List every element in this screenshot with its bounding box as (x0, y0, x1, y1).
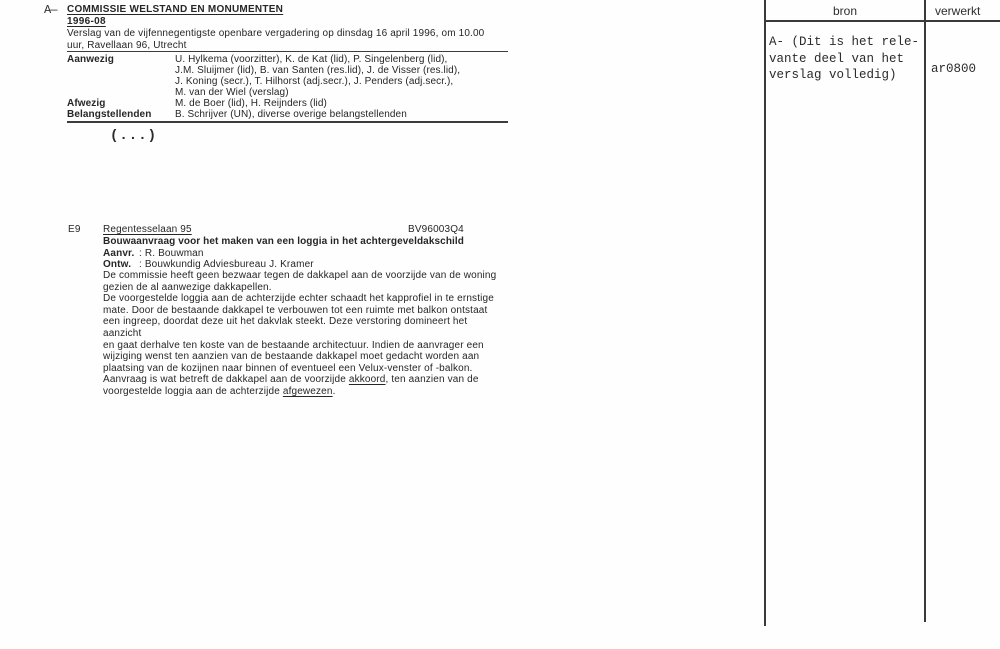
attendance-row-belangstellenden (67, 109, 508, 120)
attendance-row-value (175, 98, 508, 109)
designer-value: : Bouwkundig Adviesbureau J. Kramer (139, 259, 314, 270)
source-note-line: verslag volledig) (769, 68, 897, 82)
report-number: 1996-08 (67, 16, 106, 27)
designer-row (103, 259, 314, 270)
omission-mark: (...) (110, 128, 158, 144)
body-line: mate. Door de bestaande dakkapel te verbouwen tot een ruimte met balkon ontstaat (103, 304, 488, 316)
meeting-intro-line: uur, Ravellaan 96, Utrecht (67, 39, 187, 51)
attendance-row-value (175, 109, 508, 120)
attendee-line: B. Schrijver (UN), diverse overige belangstellenden (175, 108, 407, 120)
applicant-row (103, 248, 204, 259)
attendance-row-label: Afwezig (67, 97, 106, 109)
column-header-bron: bron (832, 4, 858, 18)
decision-afgewezen: afgewezen (282, 385, 333, 397)
register-header-rule (764, 20, 1000, 22)
attendance-row-label: Aanwezig (67, 53, 114, 65)
body-line: en gaat derhalve ten koste van de bestaande architectuur. Indien de aanvrager een (103, 339, 484, 351)
decision-text: . (332, 385, 336, 397)
attendance-row-aanwezig (67, 54, 508, 98)
source-note (769, 34, 921, 84)
attendance-row-value (175, 54, 508, 98)
attendance-row-afwezig (67, 98, 508, 109)
register-middle-divider (924, 0, 926, 622)
processed-code: ar0800 (931, 62, 977, 76)
case-decision-text (103, 270, 498, 398)
case-item-code: E9 (68, 224, 81, 235)
designer-label: Ontw. (103, 259, 132, 270)
body-line: wijziging wenst ten aanzien van de bestaande dakkapel moet gedacht worden aan (103, 351, 480, 363)
meeting-intro-line: Verslag van de vijfennegentigste openbare vergadering op dinsdag 16 april 1996, om 10.00 (67, 28, 485, 39)
document-title: COMMISSIE WELSTAND EN MONUMENTEN (67, 4, 284, 15)
body-line: een ingreep, doordat deze uit het dakvlak steekt. Deze verstoring domineert het aanzicht (103, 316, 468, 339)
attendee-line: J. Koning (secr.), T. Hilhorst (adj.secr.), J. Penders (adj.secr.), (175, 75, 454, 87)
source-note-line: vante deel van het (769, 51, 905, 66)
decision-line (103, 374, 498, 386)
margin-mark-annotation: A— (44, 3, 57, 17)
case-subject: Bouwaanvraag voor het maken van een loggia in het achtergeveldakschild (103, 236, 464, 247)
attendee-line: M. de Boer (lid), H. Reijnders (lid) (175, 97, 327, 109)
body-line: De commissie heeft geen bezwaar tegen de dakkapel aan de voorzijde van de woning (103, 270, 497, 281)
decision-akkoord: akkoord (348, 374, 386, 386)
column-header-verwerkt: verwerkt (935, 4, 981, 18)
body-line: De voorgestelde loggia aan de achterzijde echter schaadt het kapprofiel in te ernstige (103, 293, 494, 305)
body-line: plaatsing van de kozijnen naar binnen of eventueel een Velux-venster of -balkon. (103, 362, 473, 374)
attendance-table (67, 51, 508, 123)
applicant-value: : R. Bouwman (139, 247, 204, 259)
body-line: gezien de al aanwezige dakkapellen. (103, 281, 272, 293)
register-left-divider (764, 0, 766, 626)
applicant-label: Aanvr. (103, 247, 135, 259)
attendee-line: M. van der Wiel (verslag) (175, 86, 289, 98)
case-reference-number: BV96003Q4 (408, 224, 464, 235)
decision-text: voorgestelde loggia aan de achterzijde (103, 385, 283, 397)
source-note-line: A- (Dit is het rele- (769, 35, 920, 49)
attendee-line: U. Hylkema (voorzitter), K. de Kat (lid), P. Singelenberg (lid), (175, 53, 448, 65)
decision-line (103, 386, 498, 398)
attendee-line: J.M. Sluijmer (lid), B. van Santen (res.lid), J. de Visser (res.lid), (175, 64, 461, 76)
attendance-row-label: Belangstellenden (67, 108, 152, 120)
decision-text: Aanvraag is wat betreft de dakkapel aan de voorzijde (103, 374, 349, 386)
case-address: Regentesselaan 95 (103, 224, 192, 235)
decision-text: , ten aanzien van de (385, 374, 479, 386)
meeting-intro (67, 28, 517, 51)
